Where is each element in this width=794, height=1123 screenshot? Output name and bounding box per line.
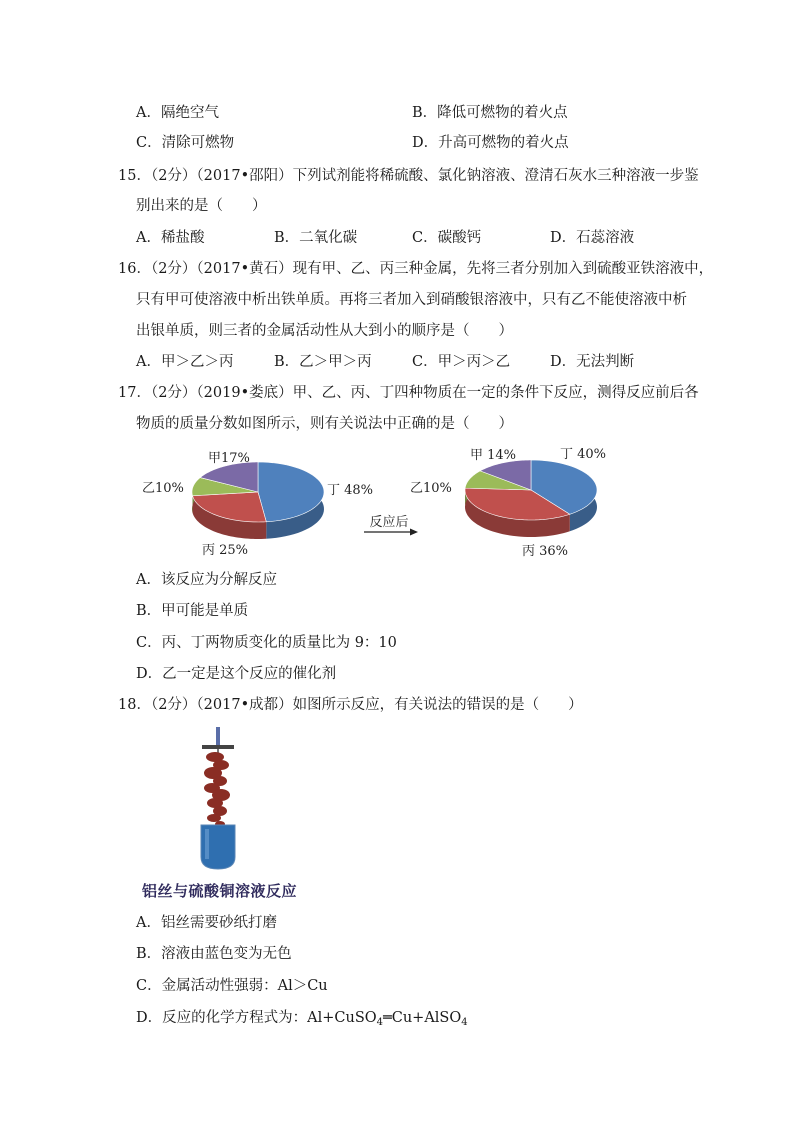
q18-option-d-sub1: 4: [376, 1017, 384, 1028]
pie1-label-bing: 丙 25%: [202, 543, 249, 558]
q18-option-c: C．金属活动性强弱：Al＞Cu: [136, 978, 328, 994]
q17-option-d: D．乙一定是这个反应的催化剂: [136, 666, 337, 682]
q15-option-d: D．石蕊溶液: [550, 230, 635, 246]
q17-stem-line1: 17．（2分）（2019•娄底）甲、乙、丙、丁四种物质在一定的条件下反应，测得反应前后各: [118, 385, 699, 401]
q15-option-a: A．稀盐酸: [136, 230, 205, 246]
q14-option-b: B．降低可燃物的着火点: [412, 105, 568, 121]
q17-option-b: B．甲可能是单质: [136, 603, 249, 619]
pie-chart-after: [465, 460, 597, 537]
q16-stem-line2: 只有甲可使溶液中析出铁单质。再将三者加入到硝酸银溶液中，只有乙不能使溶液中析: [136, 292, 687, 308]
q14-option-d: D．升高可燃物的着火点: [412, 135, 569, 151]
reaction-arrow-head: [410, 529, 418, 536]
q14-option-c: C．清除可燃物: [136, 135, 235, 151]
q18-option-a: A．铝丝需要砂纸打磨: [136, 915, 277, 931]
solution-highlight: [205, 829, 209, 859]
q15-stem-line2: 别出来的是（ ）: [136, 198, 267, 214]
pie2-label-bing: 丙 36%: [522, 544, 569, 559]
q18-option-d: [136, 1008, 468, 1033]
q15-option-b: B．二氧化碳: [274, 230, 358, 246]
reaction-arrow-label: 反应后: [369, 515, 409, 530]
q14-option-a: A．隔绝空气: [136, 105, 219, 121]
q18-option-b: B．溶液由蓝色变为无色: [136, 946, 292, 962]
q17-stem-line2: 物质的质量分数如图所示，则有关说法中正确的是（ ）: [136, 416, 513, 432]
pie1-label-jia: 甲17%: [208, 451, 250, 466]
q16-option-b: B．乙＞甲＞丙: [274, 354, 372, 370]
pie-chart-before: [192, 462, 324, 539]
q15-option-c: C．碳酸钙: [412, 230, 482, 246]
pie2-label-jia: 甲 14%: [470, 448, 517, 463]
pie-charts-figure: [130, 440, 630, 570]
q17-option-a: A．该反应为分解反应: [136, 572, 277, 588]
q18-option-d-mid: ═Cu+AlSO: [383, 1010, 462, 1026]
wire-top: [216, 727, 220, 745]
q16-option-a: A．甲＞乙＞丙: [136, 354, 234, 370]
pie1-label-ding: 丁 48%: [327, 483, 374, 498]
q18-option-d-prefix: D．反应的化学方程式为：Al+CuSO: [136, 1010, 377, 1026]
q18-stem: 18．（2分）（2017•成都）如图所示反应，有关说法的错误的是（ ）: [118, 697, 583, 713]
q16-option-c: C．甲＞丙＞乙: [412, 354, 511, 370]
q16-stem-line3: 出银单质，则三者的金属活动性从大到小的顺序是（ ）: [136, 323, 513, 339]
q16-option-d: D．无法判断: [550, 354, 635, 370]
pie2-label-ding: 丁 40%: [560, 447, 607, 462]
figure-caption: 铝丝与硫酸铜溶液反应: [142, 882, 298, 900]
q17-option-c: C．丙、丁两物质变化的质量比为 9：10: [136, 635, 397, 651]
q16-stem-line1: 16．（2分）（2017•黄石）现有甲、乙、丙三种金属，先将三者分别加入到硫酸亚铁溶液中，: [118, 261, 714, 277]
pie1-label-yi: 乙10%: [142, 481, 184, 496]
q15-stem-line1: 15．（2分）（2017•邵阳）下列试剂能将稀硫酸、氯化钠溶液、澄清石灰水三种溶液一步鉴: [118, 168, 699, 184]
copper-deposit: [204, 752, 230, 827]
q18-option-d-sub2: 4: [461, 1017, 468, 1028]
wire-bar: [202, 745, 234, 749]
test-tube-illustration: [185, 725, 255, 873]
pie2-label-yi: 乙10%: [410, 481, 452, 496]
